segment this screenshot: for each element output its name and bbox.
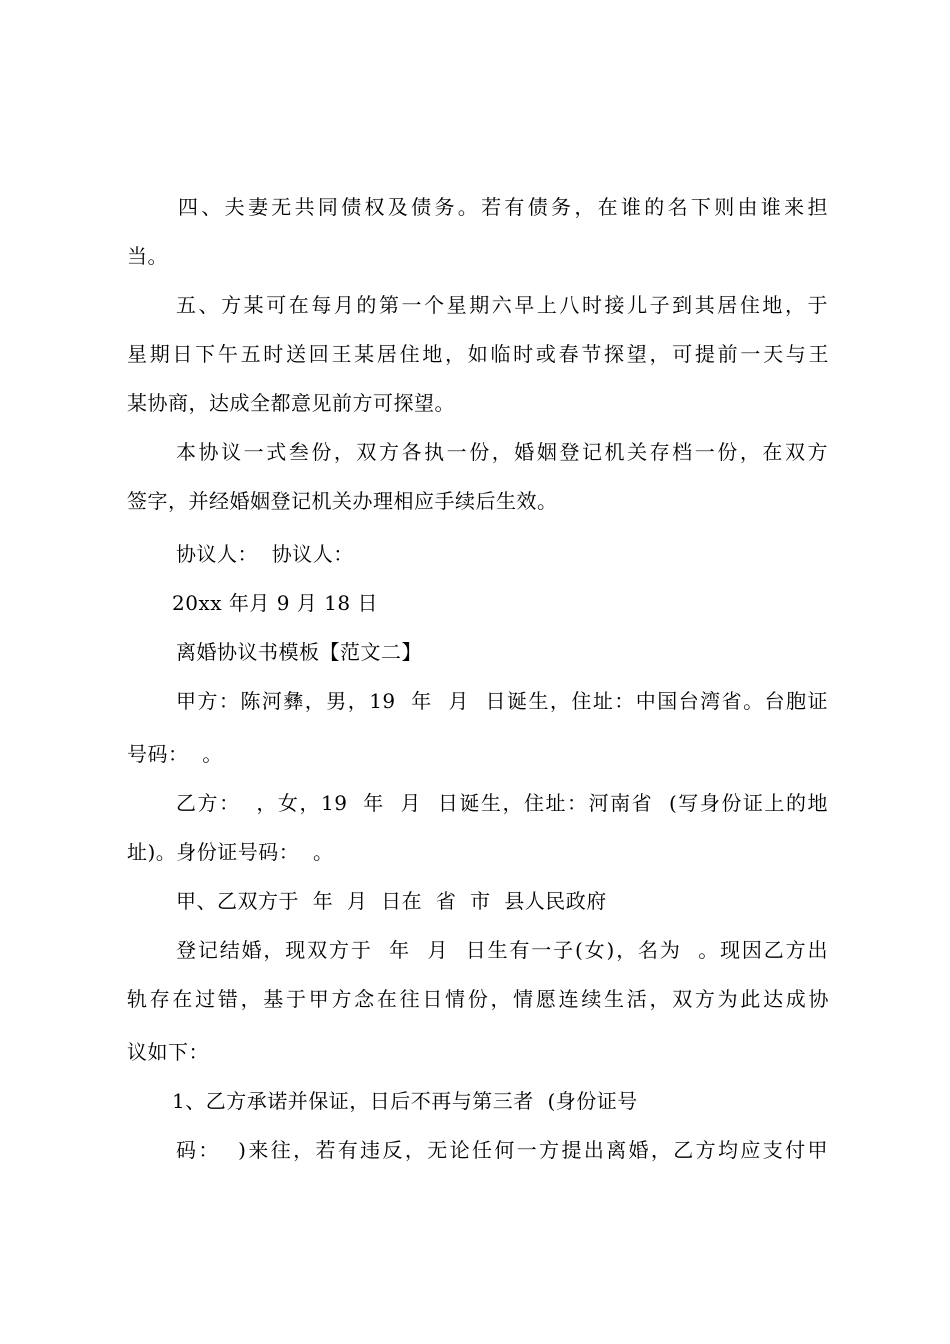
paragraph-5-line-2: 星期日下午五时送回王某居住地，如临时或春节探望，可提前一天与王 xyxy=(127,342,829,366)
paragraph-4-line-1: 四、夫妻无共同债权及债务。若有债务，在谁的名下则由谁来担 xyxy=(178,195,828,219)
date-line: 20xx 年月 9 月 18 日 xyxy=(172,591,378,615)
section-heading: 离婚协议书模板【范文二】 xyxy=(176,640,422,664)
agreement-intro-line-1: 登记结婚，现双方于 年 月 日生有一子(女)，名为 。现因乙方出 xyxy=(176,938,828,962)
clause-1-line-1: 1、乙方承诺并保证，日后不再与第三者 (身份证号 xyxy=(172,1089,638,1113)
paragraph-5-line-1: 五、方某可在每月的第一个星期六早上八时接儿子到其居住地，于 xyxy=(176,293,828,317)
paragraph-4-line-2: 当。 xyxy=(127,244,168,268)
agreement-intro-line-2: 轨存在过错，基于甲方念在往日情份，情愿连续生活，双方为此达成协 xyxy=(127,987,829,1011)
clause-1-line-2: 码： )来往，若有违反，无论任何一方提出离婚，乙方均应支付甲 xyxy=(176,1138,828,1162)
agreement-intro-line-3: 议如下： xyxy=(127,1040,209,1064)
party-a-line-1: 甲方：陈河彝，男，19 年 月 日诞生，住址：中国台湾省。台胞证 xyxy=(176,689,828,713)
paragraph-copies-line-2: 签字，并经婚姻登记机关办理相应手续后生效。 xyxy=(127,489,558,513)
party-b-line-1: 乙方： ，女，19 年 月 日诞生，住址：河南省 (写身份证上的地 xyxy=(176,791,828,815)
signatories-line: 协议人： 协议人： xyxy=(176,542,354,566)
party-a-line-2: 号码： 。 xyxy=(127,742,223,766)
paragraph-5-line-3: 某协商，达成全都意见前方可探望。 xyxy=(127,391,455,415)
paragraph-copies-line-1: 本协议一式叁份，双方各执一份，婚姻登记机关存档一份，在双方 xyxy=(176,440,828,464)
marriage-registration-line: 甲、乙双方于 年 月 日在 省 市 县人民政府 xyxy=(176,889,607,913)
party-b-line-2: 址)。身份证号码： 。 xyxy=(127,840,334,864)
